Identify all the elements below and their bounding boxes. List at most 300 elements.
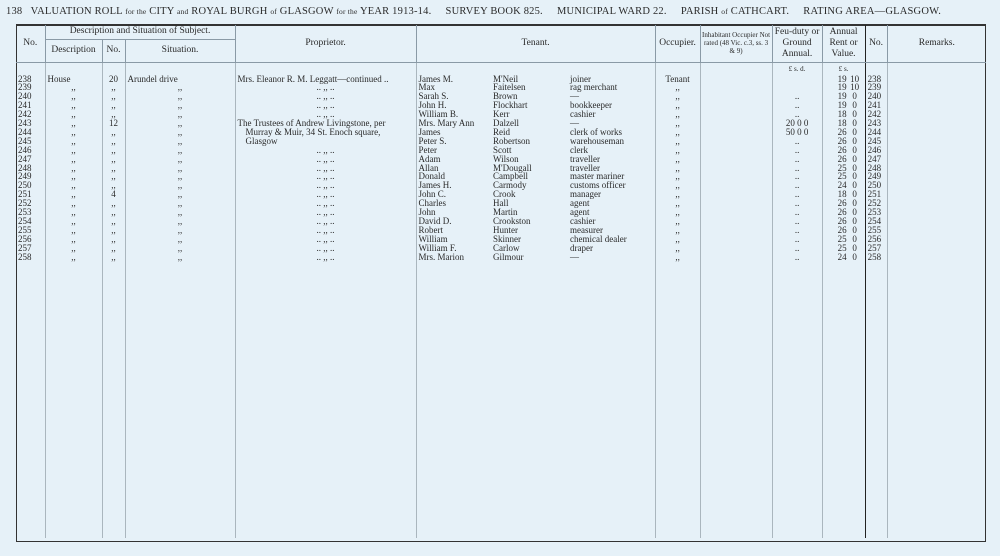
cell-desc: ,,: [45, 244, 102, 253]
cell-prop: Mrs. Eleanor R. M. Leggatt—continued ..: [235, 75, 416, 84]
cell-empty: [700, 235, 772, 244]
cell-sn: Wilson: [493, 153, 519, 164]
cell-no: 256: [16, 235, 45, 244]
cell-occ: customs officer: [568, 181, 655, 190]
cell-no: 245: [16, 137, 45, 146]
cell-empty: [235, 262, 416, 538]
cell-no: 240: [16, 92, 45, 101]
cell-desc: ,,: [45, 155, 102, 164]
cell-sn: Carlow: [493, 242, 520, 253]
cell-prop: .. ,, ..: [235, 244, 416, 253]
cell-empty: [887, 181, 986, 190]
cell-desc: ,,: [45, 146, 102, 155]
cell-feu: ..: [772, 235, 822, 244]
cell-no: 248: [16, 164, 45, 173]
cell-occ: clerk of works: [568, 128, 655, 137]
cell-empty: [865, 262, 887, 538]
rent-pounds: 25: [837, 242, 847, 253]
rent-shillings: 0: [852, 126, 857, 137]
cell-ocr: ,,: [655, 208, 700, 217]
rent-shillings: 0: [852, 233, 857, 244]
cell-no-right: 242: [865, 110, 887, 119]
cell-num: ,,: [102, 101, 125, 110]
cell-occ: rag merchant: [568, 83, 655, 92]
cell-occ: —: [568, 92, 655, 101]
cell-no: 250: [16, 181, 45, 190]
cell-empty: [45, 262, 102, 538]
cell-fn: William F.: [418, 242, 457, 253]
col-situation: Situation.: [125, 39, 235, 62]
cell-num: 4: [102, 190, 125, 199]
cell-empty: [568, 262, 655, 538]
cell-empty: [700, 208, 772, 217]
cell-sit: ,,: [125, 101, 235, 110]
rent-shillings: 0: [852, 100, 857, 111]
cell-sn: Carmody: [493, 180, 527, 191]
cell-no: 255: [16, 226, 45, 235]
cell-occ: bookkeeper: [568, 101, 655, 110]
cell-empty: [887, 92, 986, 101]
title-part: GLASGOW: [279, 6, 334, 17]
cell-sn: Faitelsen: [493, 82, 526, 93]
cell-num: ,,: [102, 181, 125, 190]
cell-prop: .. ,, ..: [235, 110, 416, 119]
cell-empty: [887, 199, 986, 208]
cell-sn: Robertson: [493, 135, 531, 146]
cell-fn: William: [418, 233, 448, 244]
cell-no-right: 245: [865, 137, 887, 146]
cell-empty: [887, 253, 986, 262]
cell-fn: Peter: [418, 144, 438, 155]
cell-empty: [700, 217, 772, 226]
cell-empty: [887, 226, 986, 235]
cell-empty: [887, 146, 986, 155]
cell-desc: ,,: [45, 172, 102, 181]
rent-pounds: 19: [837, 73, 847, 84]
cell-sit: ,,: [125, 164, 235, 173]
cell-ocr: ,,: [655, 199, 700, 208]
cell-occ: manager: [568, 190, 655, 199]
cell-sn: Martin: [493, 207, 518, 218]
cell-empty: [700, 181, 772, 190]
cell-no-right: 249: [865, 172, 887, 181]
cell-no-right: 248: [865, 164, 887, 173]
cell-sn: Crookston: [493, 216, 531, 226]
rent-shillings: 10: [850, 82, 860, 93]
title-part: VALUATION ROLL: [30, 6, 123, 17]
cell-fn: John C.: [418, 189, 447, 200]
cell-feu: [772, 75, 822, 84]
cell-num: ,,: [102, 110, 125, 119]
rent-pounds: 26: [837, 153, 847, 164]
cell-num: ,,: [102, 235, 125, 244]
cell-empty: [887, 110, 986, 119]
cell-num: ,,: [102, 244, 125, 253]
survey-book: SURVEY BOOK 825.: [445, 6, 543, 17]
cell-sit: ,,: [125, 181, 235, 190]
cell-empty: [700, 172, 772, 181]
cell-no-right: 255: [865, 226, 887, 235]
cell-prop: Murray & Muir, 34 St. Enoch square,: [235, 128, 416, 137]
rent-pounds: 18: [837, 189, 847, 200]
cell-ocr: ,,: [655, 101, 700, 110]
cell-desc: ,,: [45, 92, 102, 101]
col-remarks: Remarks.: [887, 25, 986, 62]
cell-occ: clerk: [568, 146, 655, 155]
cell-occ: agent: [568, 208, 655, 217]
cell-no: 252: [16, 199, 45, 208]
cell-empty: [887, 83, 986, 92]
cell-fn: William B.: [418, 109, 459, 120]
cell-sn: Crook: [493, 189, 516, 200]
cell-fn: Peter S.: [418, 135, 447, 146]
cell-ocr: ,,: [655, 83, 700, 92]
cell-desc: House: [45, 75, 102, 84]
cell-ocr: ,,: [655, 164, 700, 173]
cell-prop: .. ,, ..: [235, 164, 416, 173]
cell-occ: master mariner: [568, 172, 655, 181]
cell-ocr: ,,: [655, 253, 700, 262]
cell-ocr: ,,: [655, 235, 700, 244]
cell-feu: ..: [772, 155, 822, 164]
cell-fn: James M.: [418, 73, 454, 84]
cell-feu: ..: [772, 253, 822, 262]
cell-num: ,,: [102, 172, 125, 181]
cell-occ: chemical dealer: [568, 235, 655, 244]
cell-sit: ,,: [125, 110, 235, 119]
cell-no-right: 253: [865, 208, 887, 217]
cell-fn: Adam: [418, 153, 441, 164]
col-proprietor: Proprietor.: [235, 25, 416, 62]
rent-units: £ s.: [822, 62, 865, 75]
cell-feu: ..: [772, 217, 822, 226]
cell-fn: Mrs. Mary Ann: [418, 118, 475, 129]
cell-num: ,,: [102, 155, 125, 164]
cell-sn: Reid: [493, 126, 511, 137]
cell-empty: [700, 199, 772, 208]
cell-desc: ,,: [45, 181, 102, 190]
col-num: No.: [102, 39, 125, 62]
cell-fn: James H.: [418, 180, 452, 191]
rent-pounds: 26: [837, 144, 847, 155]
cell-ocr: ,,: [655, 92, 700, 101]
cell-sn: Hall: [493, 198, 509, 209]
cell-ocr: ,,: [655, 137, 700, 146]
cell-empty: [887, 244, 986, 253]
cell-prop: .. ,, ..: [235, 155, 416, 164]
rating-area: RATING AREA—GLASGOW.: [803, 6, 942, 17]
cell-no: 242: [16, 110, 45, 119]
cell-empty: [700, 128, 772, 137]
cell-occ: —: [568, 253, 655, 262]
cell-no: 258: [16, 253, 45, 262]
cell-empty: [887, 128, 986, 137]
cell-sn: Flockhart: [493, 100, 528, 111]
cell-no: 254: [16, 217, 45, 226]
cell-sn: Dalzell: [493, 118, 520, 129]
cell-occ: cashier: [568, 110, 655, 119]
col-description: Description: [45, 39, 102, 62]
cell-no: 239: [16, 83, 45, 92]
cell-no-right: 252: [865, 199, 887, 208]
cell-prop: .. ,, ..: [235, 253, 416, 262]
cell-sit: ,,: [125, 253, 235, 262]
cell-prop: .. ,, ..: [235, 172, 416, 181]
rent-pounds: 19: [837, 100, 847, 111]
cell-prop: .. ,, ..: [235, 199, 416, 208]
cell-sit: ,,: [125, 172, 235, 181]
cell-ocr: ,,: [655, 244, 700, 253]
rent-shillings: 0: [852, 118, 857, 129]
cell-prop: .. ,, ..: [235, 208, 416, 217]
cell-no: 253: [16, 208, 45, 217]
cell-empty: [655, 262, 700, 538]
cell-sn: Skinner: [493, 233, 522, 244]
cell-no-right: 241: [865, 101, 887, 110]
cell-sit: ,,: [125, 83, 235, 92]
cell-empty: [887, 172, 986, 181]
cell-fn: Mrs. Marion: [418, 251, 465, 262]
rent-shillings: 10: [850, 73, 860, 84]
cell-sit: ,,: [125, 190, 235, 199]
cell-desc: ,,: [45, 235, 102, 244]
feu-units: £ s. d.: [772, 62, 822, 75]
cell-empty: [700, 75, 772, 84]
cell-desc: ,,: [45, 83, 102, 92]
parish: CATHCART.: [730, 6, 790, 17]
cell-num: 20: [102, 75, 125, 84]
cell-no-right: 239: [865, 83, 887, 92]
cell-desc: ,,: [45, 217, 102, 226]
cell-num: ,,: [102, 226, 125, 235]
rent-shillings: 0: [852, 251, 857, 262]
rent-pounds: 19: [837, 91, 847, 102]
cell-ocr: Tenant: [655, 75, 700, 84]
rent-shillings: 0: [852, 242, 857, 253]
cell-empty: [887, 137, 986, 146]
cell-sit: ,,: [125, 208, 235, 217]
cell-empty: [887, 119, 986, 128]
cell-no-right: 254: [865, 217, 887, 226]
rent-pounds: 26: [837, 198, 847, 209]
cell-no-right: 246: [865, 146, 887, 155]
rent-shillings: 0: [852, 224, 857, 235]
cell-no-right: 257: [865, 244, 887, 253]
cell-num: ,,: [102, 208, 125, 217]
cell-desc: ,,: [45, 164, 102, 173]
cell-prop: .. ,, ..: [235, 226, 416, 235]
cell-ocr: ,,: [655, 226, 700, 235]
cell-feu: 50 0 0: [772, 128, 822, 137]
cell-prop: .. ,, ..: [235, 190, 416, 199]
rent-pounds: 26: [837, 135, 847, 146]
cell-occ: cashier: [568, 217, 655, 226]
cell-fn: David D.: [418, 216, 452, 226]
rent-pounds: 18: [837, 118, 847, 129]
cell-desc: ,,: [45, 128, 102, 137]
cell-occ: warehouseman: [568, 137, 655, 146]
cell-fn: Robert: [418, 224, 444, 235]
cell-fn: Charles: [418, 198, 447, 209]
cell-empty: [700, 146, 772, 155]
cell-empty: [822, 262, 865, 538]
cell-feu: ..: [772, 137, 822, 146]
cell-no: 249: [16, 172, 45, 181]
title-part: for the: [336, 7, 358, 16]
cell-ocr: ,,: [655, 190, 700, 199]
cell-empty: [887, 235, 986, 244]
cell-empty: [700, 155, 772, 164]
cell-num: ,,: [102, 199, 125, 208]
cell-feu: ..: [772, 208, 822, 217]
cell-sit: ,,: [125, 119, 235, 128]
cell-empty: [416, 262, 491, 538]
cell-sit: ,,: [125, 199, 235, 208]
cell-no: 247: [16, 155, 45, 164]
cell-no: 238: [16, 75, 45, 84]
cell-empty: [700, 137, 772, 146]
cell-num: ,,: [102, 137, 125, 146]
cell-sn: Scott: [493, 144, 512, 155]
cell-prop: .. ,, ..: [235, 235, 416, 244]
cell-desc: ,,: [45, 190, 102, 199]
cell-no-right: 238: [865, 75, 887, 84]
cell-empty: [700, 164, 772, 173]
cell-empty: [700, 190, 772, 199]
cell-occ: —: [568, 119, 655, 128]
cell-ocr: ,,: [655, 217, 700, 226]
cell-fn: Allan: [418, 162, 439, 173]
page-title: [6, 6, 941, 17]
cell-feu: ..: [772, 172, 822, 181]
cell-empty: [887, 208, 986, 217]
cell-occ: traveller: [568, 164, 655, 173]
cell-num: ,,: [102, 83, 125, 92]
cell-prop: .. ,, ..: [235, 217, 416, 226]
cell-empty: [887, 217, 986, 226]
cell-fn: Sarah S.: [418, 91, 449, 102]
cell-sit: ,,: [125, 217, 235, 226]
cell-prop: .. ,, ..: [235, 92, 416, 101]
valuation-table: [16, 25, 986, 538]
rent-pounds: 25: [837, 162, 847, 173]
cell-empty: [700, 83, 772, 92]
title-part: and: [177, 7, 189, 16]
cell-no: 257: [16, 244, 45, 253]
cell-empty: [16, 262, 45, 538]
rent-pounds: 26: [837, 126, 847, 137]
rent-shillings: 0: [852, 135, 857, 146]
cell-ocr: ,,: [655, 146, 700, 155]
cell-no-right: 251: [865, 190, 887, 199]
table-row: [16, 253, 986, 262]
cell-occ: measurer: [568, 226, 655, 235]
col-no: No.: [16, 25, 45, 62]
cell-empty: [887, 155, 986, 164]
title-part: CITY: [149, 6, 175, 17]
cell-sn: Kerr: [493, 109, 510, 120]
cell-sit: ,,: [125, 235, 235, 244]
cell-desc: ,,: [45, 101, 102, 110]
cell-fn: John: [418, 207, 436, 218]
page-number: 138: [6, 6, 23, 17]
col-no2: No.: [865, 25, 887, 62]
rent-pounds: 26: [837, 216, 847, 226]
title-part: for the: [125, 7, 147, 16]
cell-feu: ..: [772, 181, 822, 190]
cell-prop: The Trustees of Andrew Livingstone, per: [235, 119, 416, 128]
cell-num: ,,: [102, 92, 125, 101]
cell-no: 251: [16, 190, 45, 199]
rent-shillings: 0: [852, 216, 857, 226]
cell-rent: [822, 253, 865, 262]
rent-pounds: 25: [837, 171, 847, 182]
cell-empty: [700, 119, 772, 128]
cell-no-right: 244: [865, 128, 887, 137]
rent-pounds: 26: [837, 207, 847, 218]
cell-desc: ,,: [45, 208, 102, 217]
cell-feu: ..: [772, 101, 822, 110]
cell-ocr: ,,: [655, 172, 700, 181]
cell-feu: ..: [772, 199, 822, 208]
cell-ocr: ,,: [655, 128, 700, 137]
cell-occ: agent: [568, 199, 655, 208]
cell-empty: [491, 262, 568, 538]
cell-sit: ,,: [125, 92, 235, 101]
cell-empty: [700, 262, 772, 538]
cell-no: 246: [16, 146, 45, 155]
cell-sn: Brown: [493, 91, 518, 102]
cell-empty: [125, 262, 235, 538]
cell-empty: [700, 101, 772, 110]
cell-num: ,,: [102, 253, 125, 262]
cell-feu: ..: [772, 226, 822, 235]
cell-no-right: 240: [865, 92, 887, 101]
municipal-ward: MUNICIPAL WARD 22.: [557, 6, 667, 17]
cell-sn: Gilmour: [493, 251, 524, 262]
col-feu: Feu-duty or Ground Annual.: [772, 25, 822, 62]
rent-pounds: 25: [837, 233, 847, 244]
cell-sit: ,,: [125, 155, 235, 164]
rent-shillings: 0: [852, 180, 857, 191]
cell-desc: ,,: [45, 137, 102, 146]
cell-sn: M'Dougall: [493, 162, 532, 173]
cell-sit: ,,: [125, 128, 235, 137]
cell-feu: ..: [772, 190, 822, 199]
col-occupier: Occupier.: [655, 25, 700, 62]
rent-pounds: 18: [837, 109, 847, 120]
blank-area: [16, 262, 986, 538]
cell-no-right: 250: [865, 181, 887, 190]
cell-no-right: 256: [865, 235, 887, 244]
cell-empty: [887, 190, 986, 199]
cell-empty: [700, 244, 772, 253]
cell-desc: ,,: [45, 226, 102, 235]
cell-occ: joiner: [568, 75, 655, 84]
title-part: ROYAL BURGH: [191, 6, 268, 17]
cell-ocr: ,,: [655, 181, 700, 190]
col-tenant: Tenant.: [416, 25, 655, 62]
rent-shillings: 0: [852, 153, 857, 164]
cell-empty: [102, 262, 125, 538]
cell-feu: ..: [772, 164, 822, 173]
cell-empty: [700, 92, 772, 101]
cell-num: ,,: [102, 164, 125, 173]
cell-sn: Campbell: [493, 171, 529, 182]
cell-fn: John H.: [418, 100, 447, 111]
col-desc-group: Description and Situation of Subject.: [45, 25, 235, 39]
cell-prop: Glasgow: [235, 137, 416, 146]
